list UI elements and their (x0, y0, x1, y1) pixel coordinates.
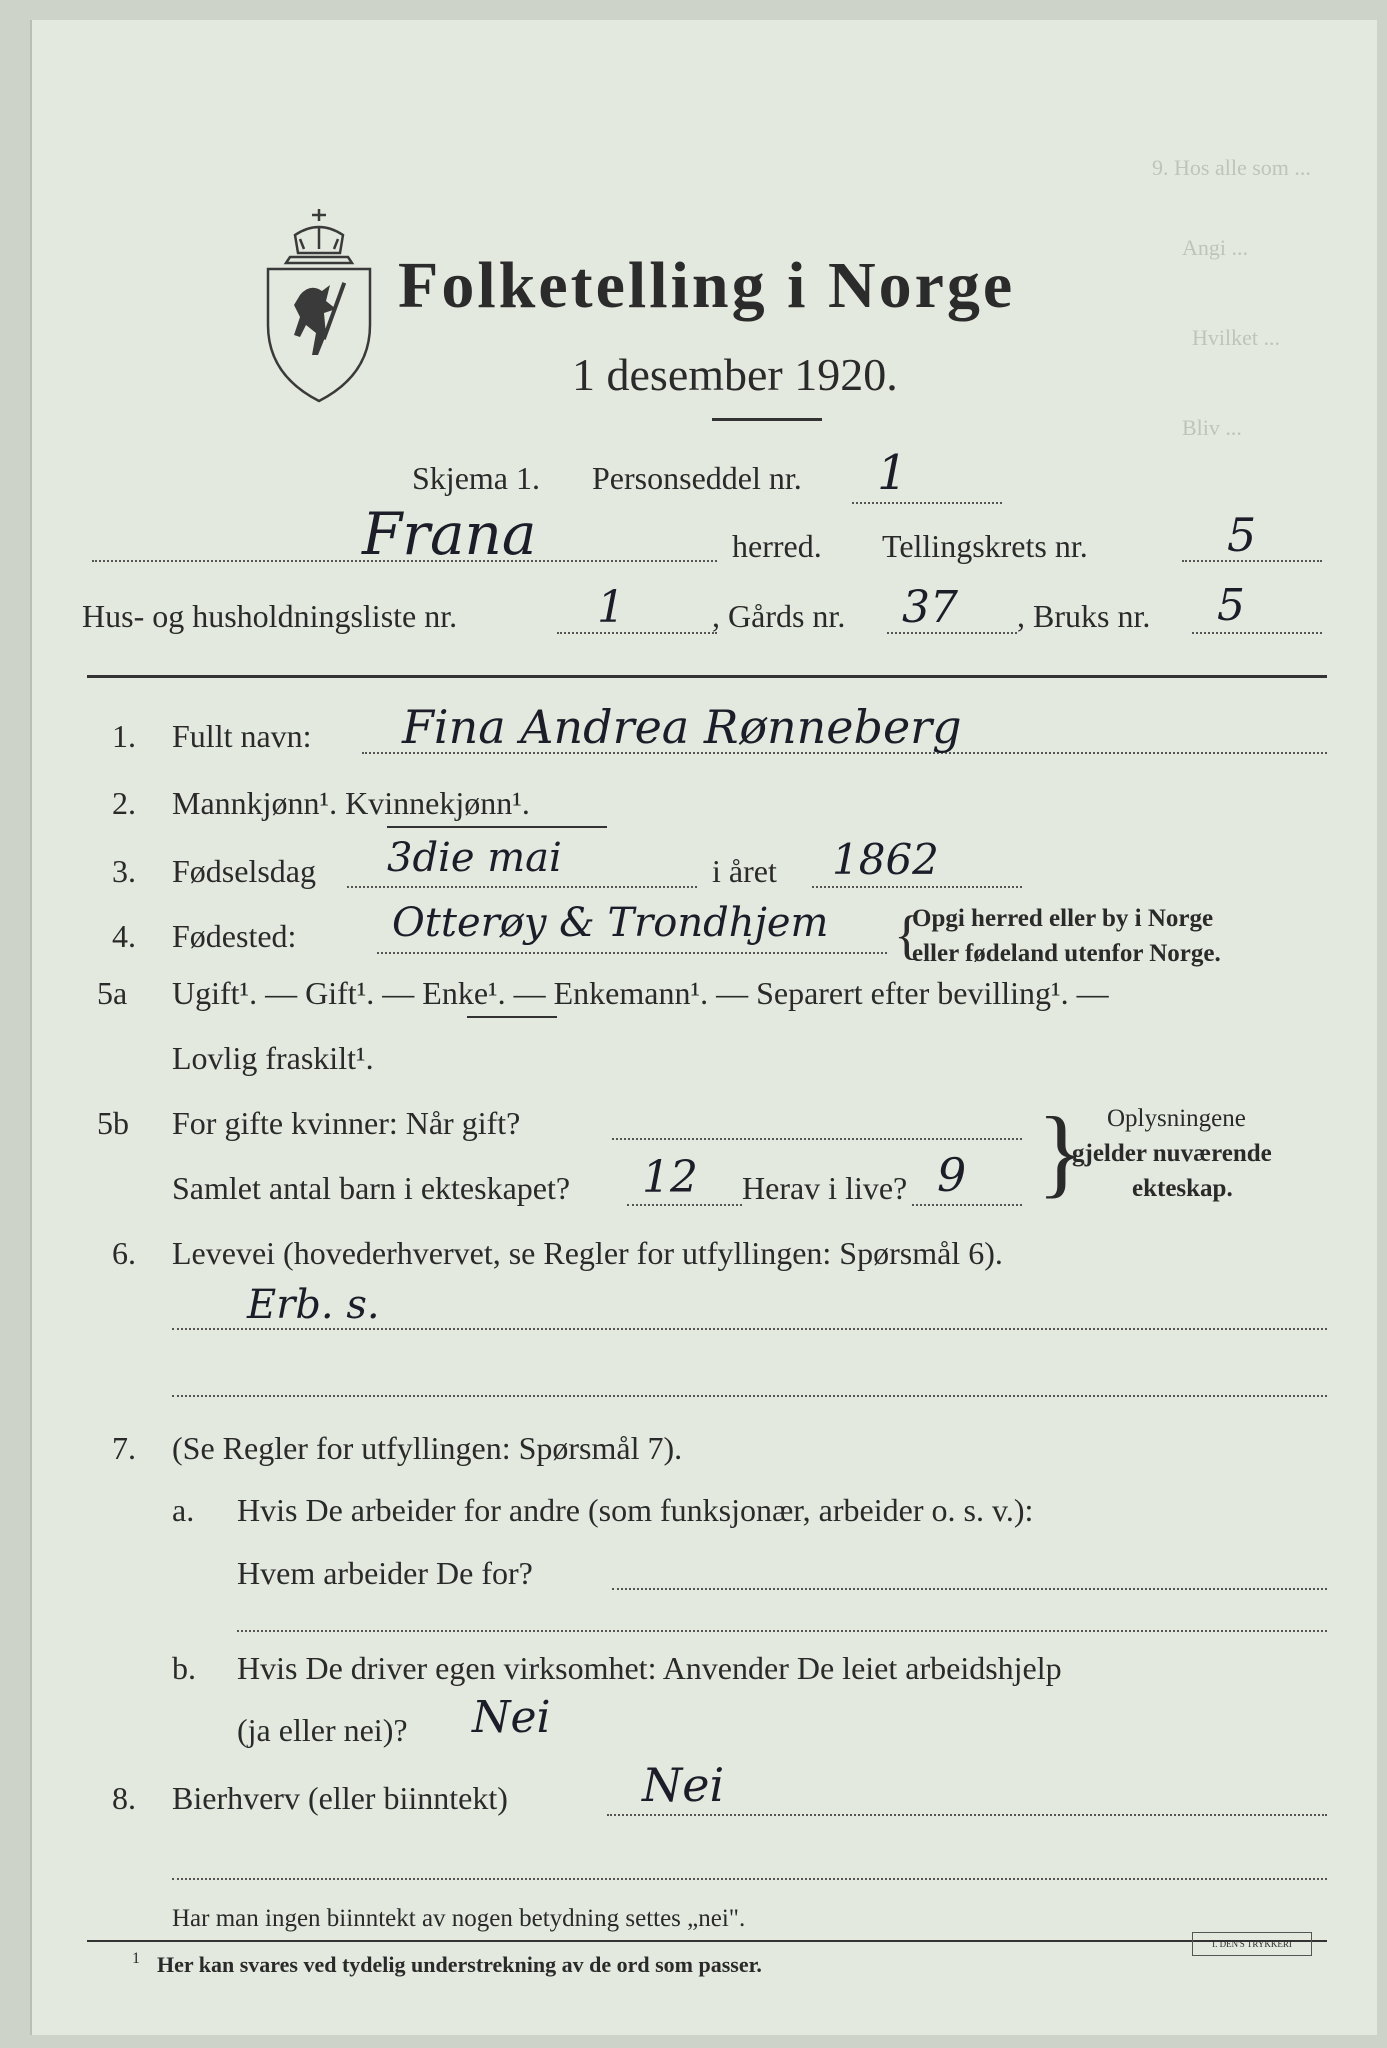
norway-coat-of-arms-icon (260, 205, 378, 405)
q3-label: Fødselsdag (172, 853, 316, 889)
q5b-note-line2: gjelder nuværende (1072, 1140, 1272, 1167)
q2-gender-options: Mannkjønn¹. Kvinnekjønn¹. (172, 785, 530, 821)
q6-label: Levevei (hovederhvervet, se Regler for utfyllingen: Spørsmål 6). (172, 1235, 1003, 1271)
personseddel-label: Personseddel nr. (592, 460, 802, 496)
q5b-married-label: For gifte kvinner: Når gift? (172, 1105, 521, 1141)
q3-year-label: i året (712, 853, 777, 889)
q8-sideincome-answer[interactable]: Nei (642, 1758, 725, 1812)
q1-label: Fullt navn: (172, 718, 312, 754)
q5a-marital-options: Ugift¹. — Gift¹. — Enke¹. — Enkemann¹. — Separert efter bevilling¹. — (172, 975, 1109, 1011)
header-rule (87, 675, 1327, 678)
q2-kvinnekjonn-underline (387, 826, 607, 828)
q4-note-line1: Opgi herred eller by i Norge (912, 905, 1214, 932)
skjema-label: Skjema 1. (412, 460, 540, 496)
q5b-alive-label: Herav i live? (742, 1170, 908, 1206)
q5a-enke-underline (467, 1016, 557, 1018)
q2-number: 2. (112, 785, 136, 821)
tellingskrets-label: Tellingskrets nr. (882, 528, 1088, 564)
q5b-alive-answer[interactable]: 9 (937, 1148, 967, 1202)
herred-label: herred. (732, 528, 822, 564)
q7b-letter: b. (172, 1650, 196, 1686)
q6-number: 6. (112, 1235, 136, 1271)
q5a-number: 5a (97, 975, 128, 1011)
bruks-label: , Bruks nr. (1017, 598, 1151, 634)
q7a-letter: a. (172, 1492, 195, 1528)
census-date: 1 desember 1920. (572, 349, 898, 400)
q7b-help-label: (ja eller nei)? (237, 1712, 408, 1748)
q4-birthplace-answer[interactable]: Otterøy & Trondhjem (392, 900, 829, 946)
herred-value[interactable]: Frana (362, 500, 537, 568)
q6-occupation-answer[interactable]: Erb. s. (247, 1282, 380, 1328)
footnote-number: 1 (132, 1950, 140, 1967)
husliste-label: Hus- og husholdningsliste nr. (82, 598, 458, 634)
husliste-value[interactable]: 1 (597, 582, 625, 633)
footer-rule (87, 1940, 1327, 1942)
q3-birthday-answer[interactable]: 3die mai (387, 835, 562, 881)
q1-number: 1. (112, 718, 136, 754)
q7-label: (Se Regler for utfyllingen: Spørsmål 7). (172, 1430, 683, 1466)
printer-stamp: I. DEN'S TRYKKERI (1192, 1932, 1312, 1956)
q5b-children-answer[interactable]: 12 (642, 1152, 698, 1203)
q7-number: 7. (112, 1430, 136, 1466)
personseddel-value[interactable]: 1 (877, 445, 908, 501)
footer-note: Har man ingen biinntekt av nogen betydning settes „nei". (172, 1905, 746, 1932)
tellingskrets-value[interactable]: 5 (1227, 508, 1257, 562)
q7a-line1: Hvis De arbeider for andre (som funksjonær, arbeider o. s. v.): (237, 1492, 1034, 1528)
q5b-children-label: Samlet antal barn i ekteskapet? (172, 1170, 571, 1206)
q5a-line2: Lovlig fraskilt¹. (172, 1040, 374, 1076)
q4-note-line2: eller fødeland utenfor Norge. (912, 940, 1221, 967)
form-title: Folketelling i Norge (398, 249, 1016, 322)
q5b-note-line3: ekteskap. (1132, 1175, 1233, 1202)
q3-year-answer[interactable]: 1862 (832, 835, 939, 884)
title-divider (712, 418, 822, 421)
q5b-note-line1: Oplysningene (1107, 1105, 1246, 1132)
q3-number: 3. (112, 853, 136, 889)
gards-value[interactable]: 37 (902, 582, 958, 633)
q7b-line1: Hvis De driver egen virksomhet: Anvender De leiet arbeidshjelp (237, 1650, 1062, 1686)
bruks-value[interactable]: 5 (1217, 580, 1245, 631)
q7b-help-answer[interactable]: Nei (472, 1692, 551, 1743)
q4-number: 4. (112, 918, 136, 954)
census-form: 9. Hos alle som ... Angi ... Hvilket ... Bliv ... Folketelling i Norge 1 desember 1920. Skjema 1. Personseddel nr. 1 Frana herred. Tellingskrets nr. 5 Hus- og husholdningsliste nr. 1 , Gårds nr. 37 , Bruks nr. 5 1. Fullt navn: Fina Andrea Rønneberg 2. Mannkjønn¹. Kvinnekjønn¹. 3. Fødselsdag 3die mai i året 1862 4. Fødested: Otterøy & Trondhjem Opgi herred eller by i Norge eller fødeland utenfor Norge. { 5a Ugift¹. — Gift¹. — Enke¹. — Enkemann¹. — Separert efter bevilling¹. — Lovlig fraskilt¹. 5b For gifte kvinner: Når gift? Samlet antal barn i ekteskapet? 12 Herav i live? 9 } Oplysningene gjelder nuværende ekteskap. 6. Levevei (hovederhvervet, se Regler for utfyllingen: Spørsmål 6). Erb. s. 7. (Se Regler for utfyllingen: Spørsmål 7). a. Hvis De arbeider for andre (som funksjonær, arbeider o. s. v.): Hvem arbeider De for? b. Hvis De driver egen virksomhet: Anvender De leiet arbeidshjelp (ja eller nei)? Nei 8. Bierhverv (eller biinntekt) Nei Har man ingen biinntekt av nogen betydning settes „nei". 1 Her kan svares ved tydelig understrekning av de ord som passer. I. DEN'S TRYKKERI (30, 20, 1377, 2035)
q8-label: Bierhverv (eller biinntekt) (172, 1780, 508, 1816)
q4-label: Fødested: (172, 918, 297, 954)
q5b-number: 5b (97, 1105, 129, 1141)
q1-fullname-answer[interactable]: Fina Andrea Rønneberg (402, 700, 962, 754)
q7a-employer-label: Hvem arbeider De for? (237, 1555, 533, 1591)
q8-number: 8. (112, 1780, 136, 1816)
gards-label: , Gårds nr. (712, 598, 846, 634)
footnote-text: Her kan svares ved tydelig understrekning av de ord som passer. (157, 1952, 762, 1977)
